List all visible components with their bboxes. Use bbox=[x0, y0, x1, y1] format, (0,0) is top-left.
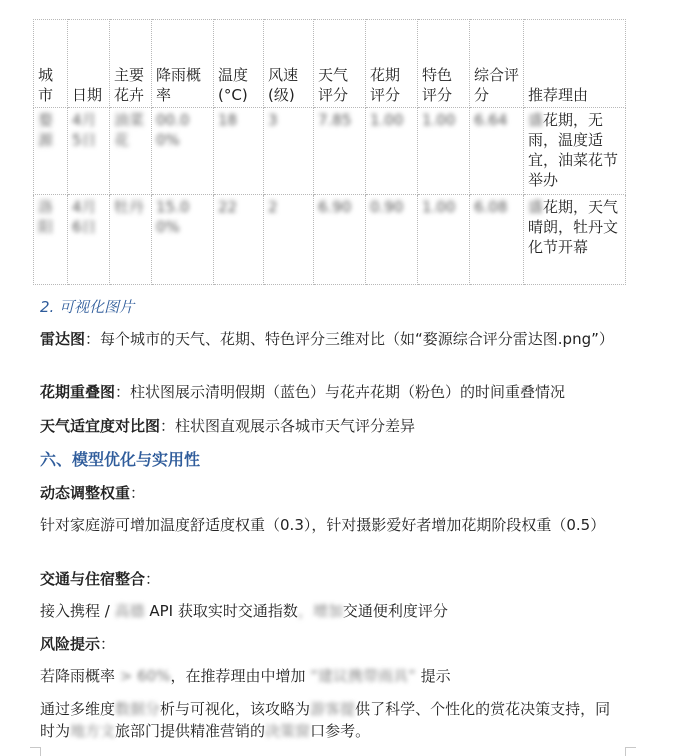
cell-feature-score: 1.00 bbox=[418, 108, 470, 195]
radar-paragraph bbox=[40, 328, 620, 350]
summary-blurred-3: 地方文 bbox=[70, 722, 116, 740]
summary-pre: 通过多维度 bbox=[40, 700, 116, 718]
weather-text: ：柱状图直观展示各城市天气评分差异 bbox=[160, 417, 416, 435]
reason-text: 花期，无雨，温度适宜，油菜花节举办 bbox=[528, 111, 619, 189]
header-weather-score: 天气评分 bbox=[314, 20, 366, 108]
cell-bloom-score: 0.90 bbox=[366, 195, 418, 285]
cell-bloom-score: 1.00 bbox=[366, 108, 418, 195]
weather-paragraph bbox=[40, 415, 415, 437]
cell-reason bbox=[524, 108, 626, 195]
header-reason: 推荐理由 bbox=[524, 20, 626, 108]
traffic-blurred-1: 高德 bbox=[114, 602, 145, 620]
cell-weather-score: 7.85 bbox=[314, 108, 366, 195]
header-city: 城市 bbox=[34, 20, 68, 108]
cell-city: 洛阳 bbox=[34, 195, 68, 285]
table-header-row bbox=[34, 20, 626, 108]
dynamic-colon: ： bbox=[130, 484, 146, 502]
cell-flower: 油菜花 bbox=[110, 108, 152, 195]
cell-reason bbox=[524, 195, 626, 285]
radar-label: 雷达图 bbox=[40, 330, 86, 348]
overlap-paragraph bbox=[40, 381, 565, 403]
risk-paragraph bbox=[40, 665, 451, 687]
summary-blurred-2: 游客提 bbox=[310, 700, 356, 718]
summary-post: 口参考。 bbox=[310, 722, 371, 740]
cell-wind: 2 bbox=[264, 195, 314, 285]
cell-rain: 00.00% bbox=[152, 108, 214, 195]
viz-subheading: 2. 可视化图片 bbox=[40, 298, 135, 316]
summary-mid-3: 旅部门提供精准营销的 bbox=[115, 722, 266, 740]
cell-wind: 3 bbox=[264, 108, 314, 195]
dynamic-heading bbox=[40, 482, 145, 504]
page-corner-mark-left bbox=[30, 747, 41, 756]
cell-total-score: 6.64 bbox=[470, 108, 524, 195]
traffic-label: 交通与住宿整合 bbox=[40, 570, 146, 588]
cell-rain: 15.00% bbox=[152, 195, 214, 285]
traffic-colon: ： bbox=[145, 570, 161, 588]
dynamic-paragraph: 针对家庭游可增加温度舒适度权重（0.3），针对摄影爱好者增加花期阶段权重（0.5） bbox=[40, 516, 606, 534]
summary-paragraph bbox=[40, 698, 620, 742]
risk-pre: 若降雨概率 bbox=[40, 667, 120, 685]
overlap-text: ：柱状图展示清明假期（蓝色）与花卉花期（粉色）的时间重叠情况 bbox=[115, 383, 566, 401]
cell-feature-score: 1.00 bbox=[418, 195, 470, 285]
cell-date: 4月5日 bbox=[68, 108, 110, 195]
risk-blurred-2: “建议携带雨具” bbox=[310, 667, 416, 685]
cell-total-score: 6.08 bbox=[470, 195, 524, 285]
header-wind: 风速(级) bbox=[264, 20, 314, 108]
cell-city: 婺源 bbox=[34, 108, 68, 195]
risk-heading bbox=[40, 633, 115, 655]
header-rain: 降雨概率 bbox=[152, 20, 214, 108]
reason-blurred: 盛 bbox=[528, 111, 544, 129]
radar-text: ：每个城市的天气、花期、特色评分三维对比（如“婺源综合评分雷达图.png”） bbox=[85, 330, 614, 348]
risk-colon: ： bbox=[100, 635, 116, 653]
risk-label: 风险提示 bbox=[40, 635, 101, 653]
header-bloom-score: 花期评分 bbox=[366, 20, 418, 108]
reason-text: 花期，天气晴朗，牡丹文化节开幕 bbox=[528, 198, 619, 256]
cell-weather-score: 6.90 bbox=[314, 195, 366, 285]
weather-label: 天气适宜度对比图 bbox=[40, 417, 161, 435]
header-flower: 主要花卉 bbox=[110, 20, 152, 108]
table-row bbox=[34, 108, 626, 195]
risk-mid: ，在推荐理由中增加 bbox=[170, 667, 311, 685]
cell-flower: 牡丹 bbox=[110, 195, 152, 285]
table-row bbox=[34, 195, 626, 285]
cell-date: 4月6日 bbox=[68, 195, 110, 285]
summary-blurred-4: 决策窗 bbox=[265, 722, 311, 740]
traffic-pre: 接入携程 / bbox=[40, 602, 115, 620]
traffic-blurred-2: ，增加 bbox=[297, 602, 343, 620]
summary-mid-1: 析与可视化，该攻略为 bbox=[160, 700, 311, 718]
page-corner-mark-right bbox=[625, 747, 636, 756]
risk-post: 提示 bbox=[415, 667, 451, 685]
traffic-paragraph bbox=[40, 600, 448, 622]
traffic-heading bbox=[40, 568, 160, 590]
header-date: 日期 bbox=[68, 20, 110, 108]
cell-temp: 22 bbox=[214, 195, 264, 285]
section6-heading: 六、模型优化与实用性 bbox=[40, 450, 201, 469]
cell-temp: 18 bbox=[214, 108, 264, 195]
header-temp: 温度(°C) bbox=[214, 20, 264, 108]
traffic-mid: API 获取实时交通指数 bbox=[144, 602, 298, 620]
overlap-label: 花期重叠图 bbox=[40, 383, 116, 401]
header-feature-score: 特色评分 bbox=[418, 20, 470, 108]
header-total-score: 综合评分 bbox=[470, 20, 524, 108]
traffic-post: 交通便利度评分 bbox=[342, 602, 448, 620]
summary-mid-2: 供了科学、个性化的赏花决策支持，同时为 bbox=[40, 700, 611, 740]
dynamic-label: 动态调整权重 bbox=[40, 484, 131, 502]
city-score-table bbox=[33, 19, 626, 285]
reason-blurred: 盛 bbox=[528, 198, 544, 216]
summary-blurred-1: 数据分 bbox=[115, 700, 161, 718]
risk-blurred-1: > 60% bbox=[119, 667, 171, 685]
